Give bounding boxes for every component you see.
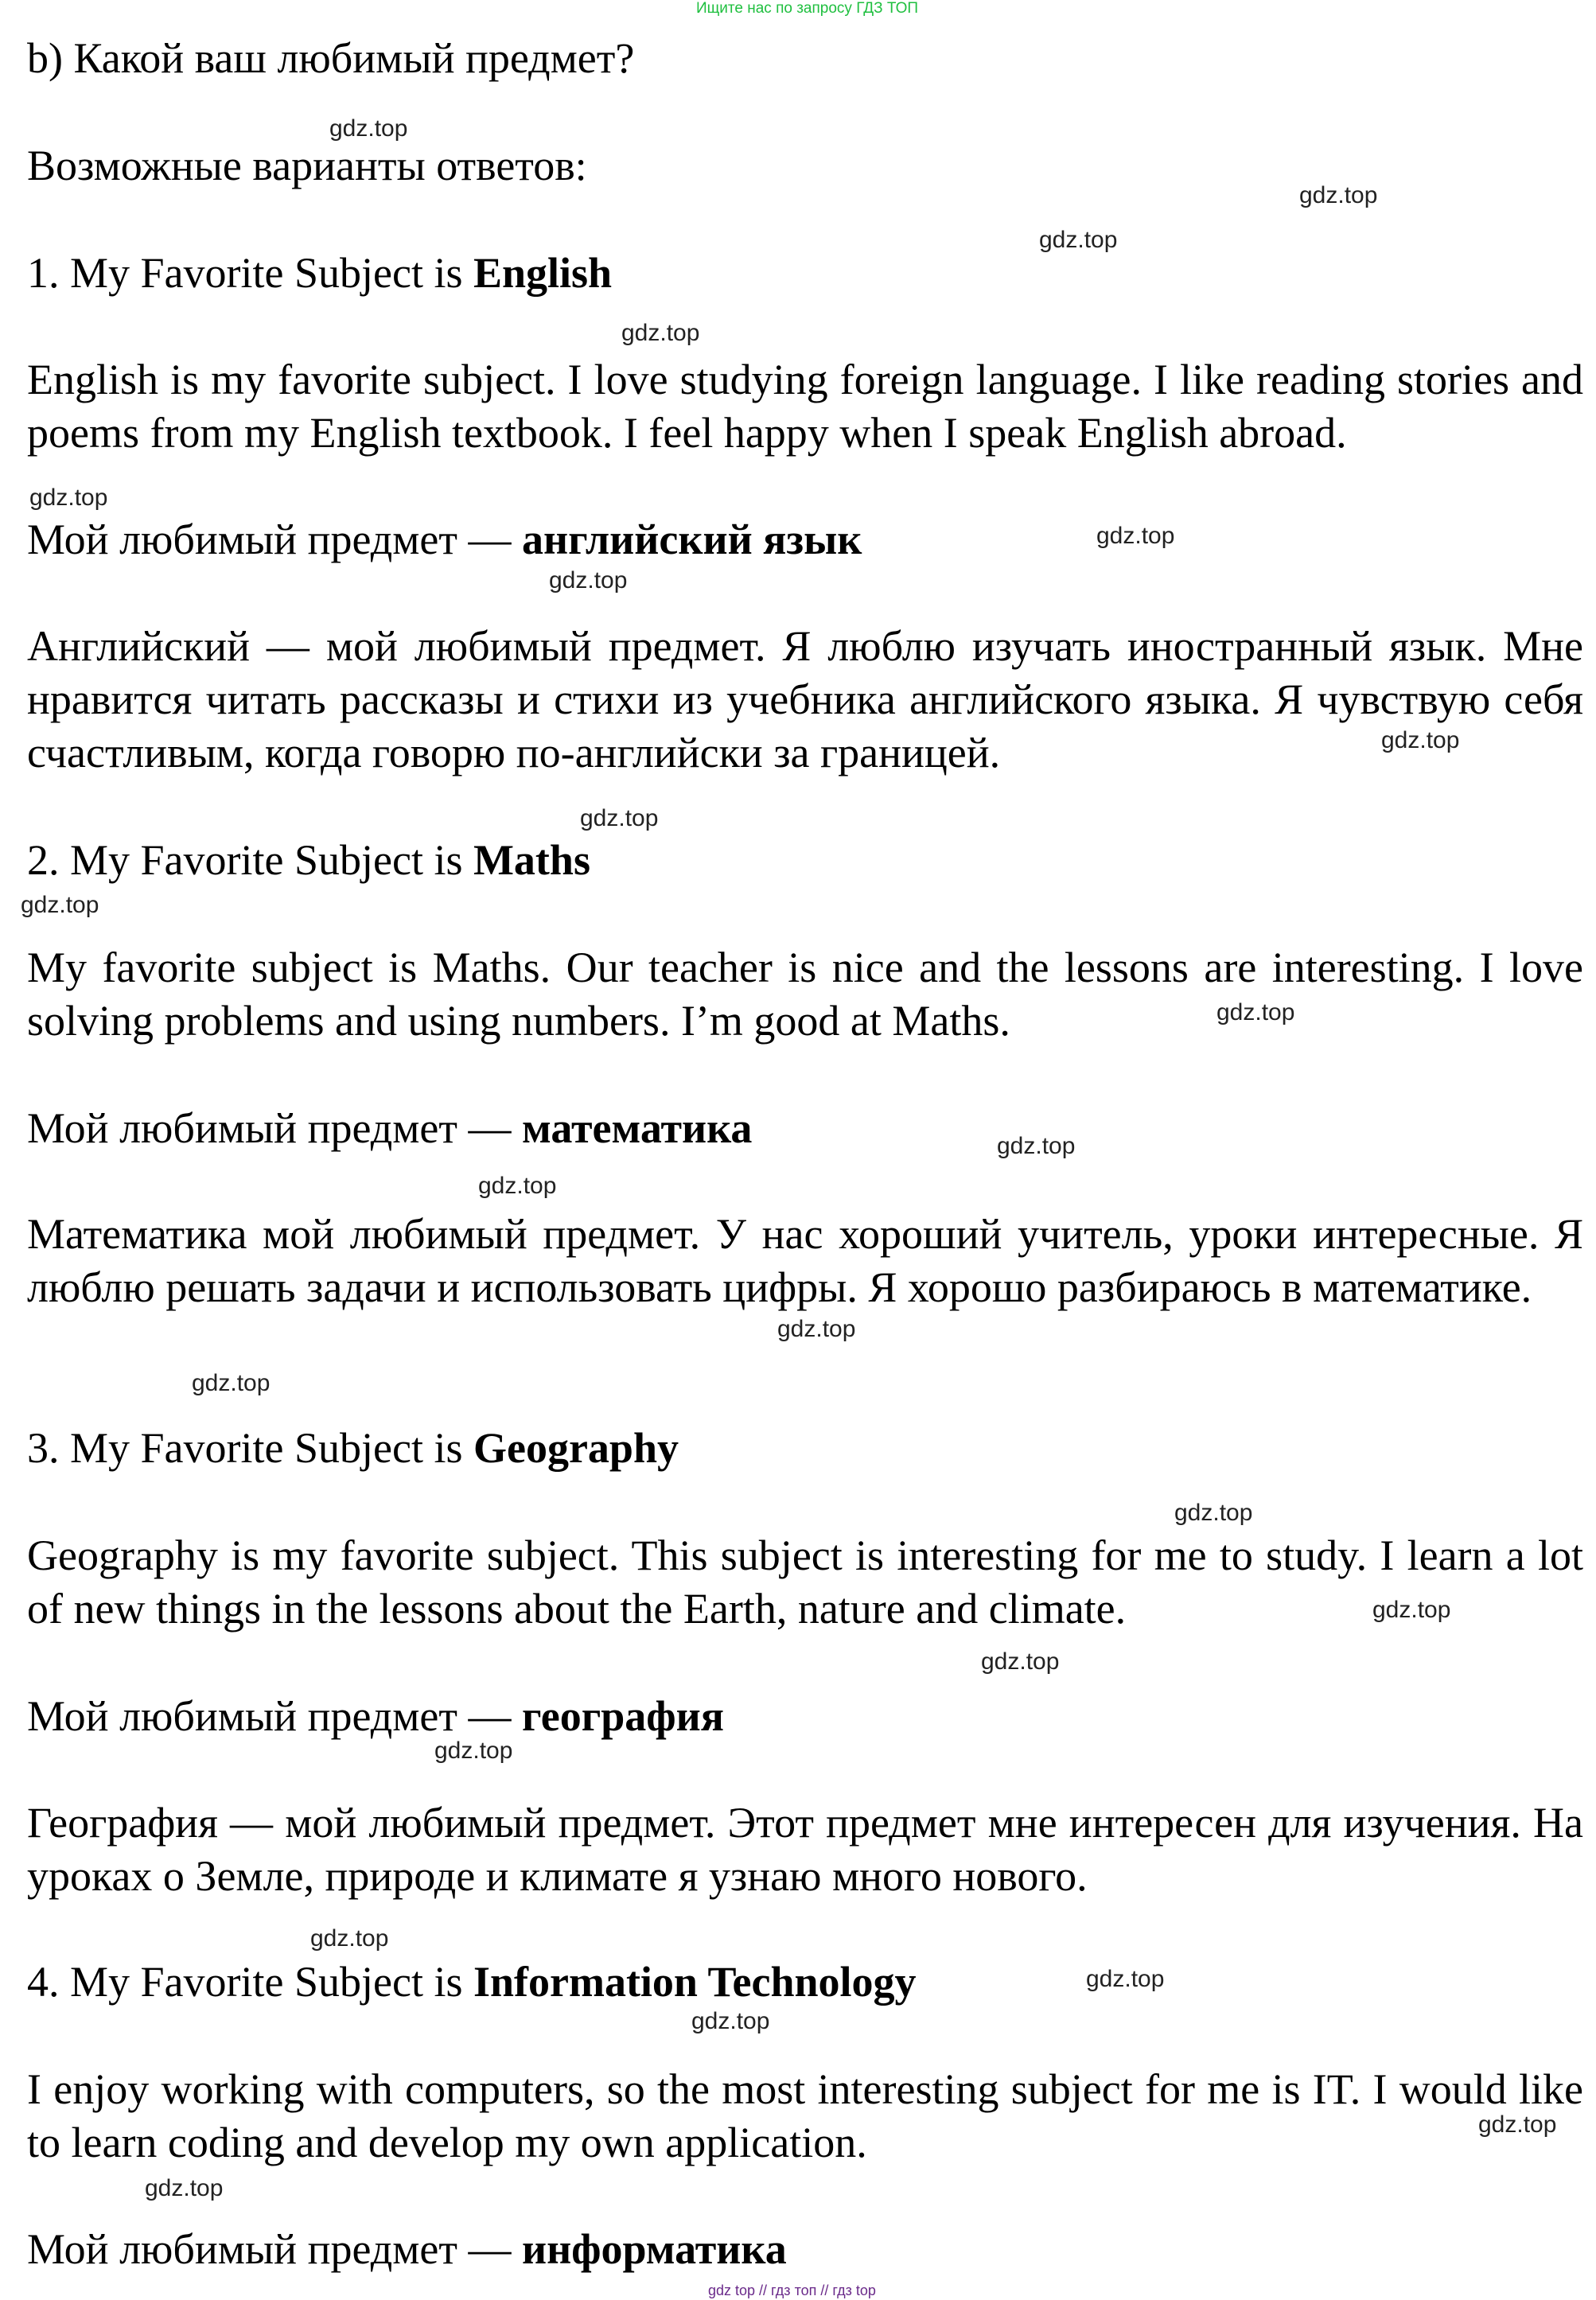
watermark-text: gdz.top <box>997 1133 1076 1159</box>
question: b) Какой ваш любимый предмет? <box>27 34 635 82</box>
watermark-text: gdz.top <box>329 115 408 142</box>
answer-1-heading: 1. My Favorite Subject is English <box>27 249 613 297</box>
answer-3-ru-heading: Мой любимый предмет — география <box>27 1692 724 1740</box>
watermark-text: gdz.top <box>1478 2111 1557 2138</box>
answer-4-ru-heading: Мой любимый предмет — информатика <box>27 2225 787 2273</box>
answer-3-subject: Geography <box>473 1424 679 1472</box>
answer-3-heading: 3. My Favorite Subject is Geography <box>27 1424 679 1472</box>
watermark-text: gdz.top <box>310 1925 389 1952</box>
footer-watermark: gdz top // гдз топ // гдз top <box>708 2282 876 2298</box>
watermark-text: gdz.top <box>621 320 700 346</box>
answer-3-ru-subject: география <box>521 1692 724 1740</box>
answer-4-heading: 4. My Favorite Subject is Information Technology <box>27 1958 917 2006</box>
watermark-text: gdz.top <box>1086 1966 1165 1992</box>
answer-1-subject: English <box>473 249 613 297</box>
answer-4-subject: Information Technology <box>473 1958 917 2006</box>
answer-3-text-ru: География — мой любимый предмет. Этот предмет мне интересен для изучения. На уроках о Земле, природе и климате я узнаю много нового. <box>27 1799 1583 1900</box>
watermark-text: gdz.top <box>981 1648 1060 1675</box>
answer-2-ru-heading: Мой любимый предмет — математика <box>27 1104 753 1152</box>
answer-4-text-en: I enjoy working with computers, so the most interesting subject for me is IT. I would like to learn coding and develop my own application. <box>27 2065 1583 2166</box>
watermark-text: gdz.top <box>145 2175 224 2201</box>
answer-1-ru-heading: Мой любимый предмет — английский язык <box>27 516 862 563</box>
answer-3-text-en: Geography is my favorite subject. This subject is interesting for me to study. I learn a lot of new things in the lessons about the Earth, nature and climate. <box>27 1531 1583 1633</box>
answer-4-ru-subject: информатика <box>521 2225 787 2273</box>
answer-2-heading: 2. My Favorite Subject is Maths <box>27 836 590 884</box>
answer-1-ru-subject: английский язык <box>521 516 862 563</box>
watermark-text: gdz.top <box>1372 1597 1451 1623</box>
answer-1-text-en: English is my favorite subject. I love studying foreign language. I like reading stories and poems from my English textbook. I feel happy when I speak English abroad. <box>27 356 1583 457</box>
answer-2-ru-subject: математика <box>521 1104 753 1152</box>
answer-2-text-ru: Математика мой любимый предмет. У нас хороший учитель, уроки интересные. Я люблю решать задачи и использовать цифры. Я хорошо разбираюсь в математике. <box>27 1210 1583 1311</box>
watermark-text: gdz.top <box>478 1173 557 1199</box>
watermark-text: gdz.top <box>1039 227 1118 253</box>
answer-2-subject: Maths <box>473 836 590 884</box>
watermark-text: gdz.top <box>549 567 628 593</box>
answer-1-text-ru: Английский — мой любимый предмет. Я люблю изучать иностранный язык. Мне нравится читать рассказы и стихи из учебника английского языка. Я чувствую себя счастливым, когда говорю по-английски за границей. <box>27 622 1583 776</box>
watermark-text: gdz.top <box>777 1316 856 1342</box>
watermark-text: gdz.top <box>29 485 108 511</box>
watermark-text: gdz.top <box>192 1370 271 1396</box>
watermark-text: gdz.top <box>691 2008 770 2034</box>
watermark-text: gdz.top <box>1381 727 1460 753</box>
watermark-text: gdz.top <box>580 805 659 831</box>
answer-2-text-en: My favorite subject is Maths. Our teacher is nice and the lessons are interesting. I love solving problems and using numbers. I’m good at Maths. <box>27 944 1583 1045</box>
watermark-text: gdz.top <box>1174 1500 1253 1526</box>
watermark-text: gdz.top <box>1216 999 1295 1025</box>
options-intro: Возможные варианты ответов: <box>27 142 587 189</box>
watermark-text: gdz.top <box>1299 182 1378 208</box>
watermark-text: gdz.top <box>1096 523 1175 549</box>
header-watermark: Ищите нас по запросу ГДЗ ТОП <box>696 0 919 17</box>
watermark-text: gdz.top <box>21 892 99 918</box>
watermark-text: gdz.top <box>434 1738 513 1764</box>
